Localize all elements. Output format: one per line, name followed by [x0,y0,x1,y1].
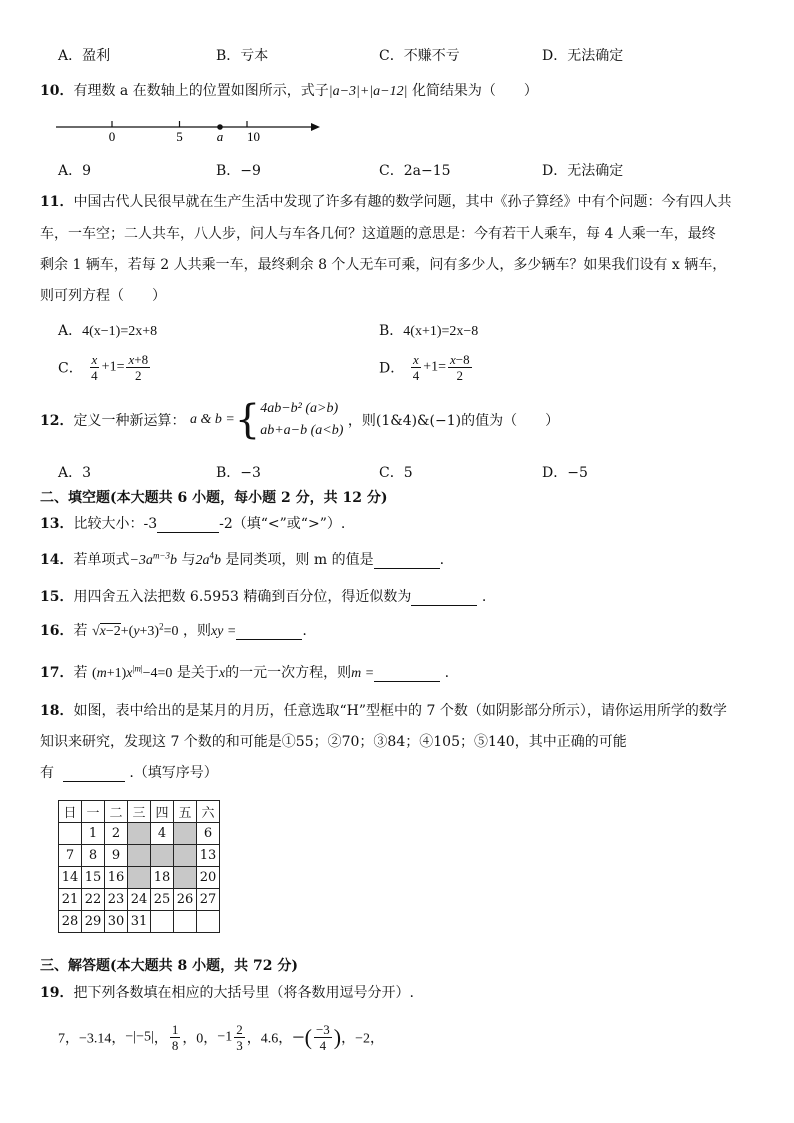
q14: 14．若单项式$-3a^{m-3}b$ 与$2a^4b$ 是同类项，则 m 的值是 . [40,550,445,568]
calendar-cell: 30 [105,911,128,933]
number-line-tick-label: 5 [176,129,183,144]
q18-line-3: 有 .（填写序号） [40,765,218,781]
q13-blank[interactable] [157,518,219,533]
calendar-cell-shaded [128,845,151,867]
q12-number: 12． [40,413,74,429]
calendar-cell: 25 [151,889,174,911]
q14-blank[interactable] [374,554,440,569]
q15-blank[interactable] [411,591,477,606]
q9-option-c: C．不赚不亏 [379,48,460,64]
calendar-header-cell: 日 [59,801,82,823]
q19-stem: 19．把下列各数填在相应的大括号里（将各数用逗号分开）. [40,985,414,1001]
q16-equation: $√x-2+(y+3)^2=0$ [91,621,179,639]
q12-option-d: D．−5 [542,465,588,481]
number-line-figure [50,115,330,145]
q12-tail: ，则(1&4)&(−1)的值为（ ） [347,413,560,429]
q9-option-d: D．无法确定 [542,48,624,64]
calendar-row [59,911,220,933]
calendar-cell-shaded [151,845,174,867]
q12-option-a: A．3 [58,465,92,481]
q11-line-3: 剩余 1 辆车，若每 2 人共乘一车，最终剩余 8 个人无车可乘，问有多少人，多少辆车？如果我们设有 x 辆车， [40,257,727,273]
calendar-cell: 4 [151,823,174,845]
q10-stem [40,80,538,100]
calendar-row [59,823,220,845]
q11-option-a-equation: 4(x−1)=2x+8 [82,324,158,339]
calendar-table [58,800,220,933]
q10-option-a: A．9 [58,163,92,179]
section-2-heading: 二、填空题(本大题共 6 小题，每小题 2 分，共 12 分) [40,490,388,506]
calendar-cell: 26 [174,889,197,911]
q11-line-4: 则可列方程（ ） [40,288,166,304]
calendar-cell: 27 [197,889,220,911]
q10-option-d: D．无法确定 [542,163,624,179]
calendar-cell-shaded [128,823,151,845]
q10-option-c: C．2a−15 [379,163,451,179]
calendar-cell [174,911,197,933]
q17-blank[interactable] [374,667,440,682]
q16-blank[interactable] [236,625,302,640]
number-line-point-label: a [216,129,224,144]
calendar-cell: 14 [59,867,82,889]
q10-tail: 化简结果为（ ） [411,83,538,99]
q9-option-b: B．亏本 [216,48,269,64]
calendar-cell: 22 [82,889,105,911]
calendar-cell: 7 [59,845,82,867]
calendar-cell: 15 [82,867,105,889]
q9-option-a: A．盈利 [58,48,111,64]
calendar-cell: 31 [128,911,151,933]
calendar-cell [197,911,220,933]
q10-option-b: B．−9 [216,163,261,179]
number-line-tick-label: 0 [108,129,116,144]
calendar-cell: 28 [59,911,82,933]
q18-blank[interactable] [63,767,125,782]
calendar-header-cell: 一 [82,801,105,823]
calendar-cell: 13 [197,845,220,867]
q12-stem [40,398,559,442]
calendar-cell-shaded [128,867,151,889]
q12-case-1: 4ab−b² (a>b) [260,401,339,416]
calendar-header-cell: 五 [174,801,197,823]
calendar-cell: 23 [105,889,128,911]
q18-line-2: 知识来研究，发现这 7 个数的和可能是①55；②70；③84；④105；⑤140，其中正确的可能 [40,734,627,750]
q11-option-a: A．4(x−1)=2x+8 [58,323,158,339]
calendar-header-cell: 三 [128,801,151,823]
number-line-arrow [311,123,320,131]
q18-line-1: 18．如图，表中给出的是某月的月历，任意选取“H”型框中的 7 个数（如阴影部分所示），请你运用所学的数学 [40,703,727,719]
calendar-cell: 24 [128,889,151,911]
calendar-cell: 2 [105,823,128,845]
calendar-cell [151,911,174,933]
q13: 13．比较大小：-3 -2（填“<”或“>”）. [40,516,346,532]
calendar-cell-shaded [174,867,197,889]
q11-line-1 [40,191,731,211]
calendar-cell: 1 [82,823,105,845]
calendar-cell: 29 [82,911,105,933]
q19-number-list: 7，−3.14，−|−5|， $\frac{1}{8}$ ，0，−1 $\frac{2}{3}$ ，4.6，−( $\frac{-3}{4}$ )，−2， [58,1022,385,1053]
calendar-cell-shaded [174,823,197,845]
q11-line-2: 车，一车空；二人共车，八人步，问人与车各几何？这道题的意思是：今有若干人乘车，每 4 人乘一车，最终 [40,226,716,242]
calendar-cell: 18 [151,867,174,889]
q17-equation: $(m+1)x^{|m|}-4=0$ [91,663,173,681]
q12-operator: a & b = [189,412,235,427]
calendar-cell: 16 [105,867,128,889]
calendar-cell: 21 [59,889,82,911]
calendar-cell: 8 [82,845,105,867]
calendar-row [59,845,220,867]
q16: 16．若 $√x-2+(y+3)^2=0$ ，则xy = . [40,621,307,639]
q11-number: 11． [40,194,74,210]
calendar-cell: 20 [197,867,220,889]
section-3-heading: 三、解答题(本大题共 8 小题，共 72 分) [40,958,298,974]
calendar-cell: 9 [105,845,128,867]
q17: 17．若 $(m+1)x^{|m|}-4=0$ 是关于x的一元一次方程，则m = . [40,663,450,681]
q15: 15．用四舍五入法把数 6.5953 精确到百分位，得近似数为 . [40,589,487,605]
q11-text-1: 中国古代人民很早就在生产生活中发现了许多有趣的数学问题，其中《孙子算经》中有个问题：今有四人共 [73,194,732,210]
calendar-header-cell: 六 [197,801,220,823]
q12-text: 定义一种新运算： [73,413,186,429]
q11-option-d: D． $\frac{x}{4}$ +1= $\frac{x-8}{2}$ [379,352,470,383]
calendar-cell: 6 [197,823,220,845]
calendar-header-row [59,801,220,823]
calendar-header-cell: 二 [105,801,128,823]
calendar-header-cell: 四 [151,801,174,823]
number-line-tick-label: 10 [247,129,260,144]
q12-option-c: C．5 [379,465,413,481]
calendar-cell-shaded [174,845,197,867]
q10-text: 有理数 a 在数轴上的位置如图所示，式子 [73,83,329,99]
q12-option-b: B．−3 [216,465,261,481]
q12-case-2: ab+a−b (a<b) [260,423,344,438]
calendar-row [59,889,220,911]
q12-brace: { [234,397,261,443]
calendar-row [59,867,220,889]
q11-option-b-equation: 4(x+1)=2x−8 [403,324,479,339]
q10-expression: |a−3|+|a−12| [328,84,408,99]
q11-option-b: B．4(x+1)=2x−8 [379,323,479,339]
q11-option-c: C． $\frac{x}{4}$ +1= $\frac{x+8}{2}$ [58,352,149,383]
calendar-cell [59,823,82,845]
q10-number: 10． [40,83,74,99]
